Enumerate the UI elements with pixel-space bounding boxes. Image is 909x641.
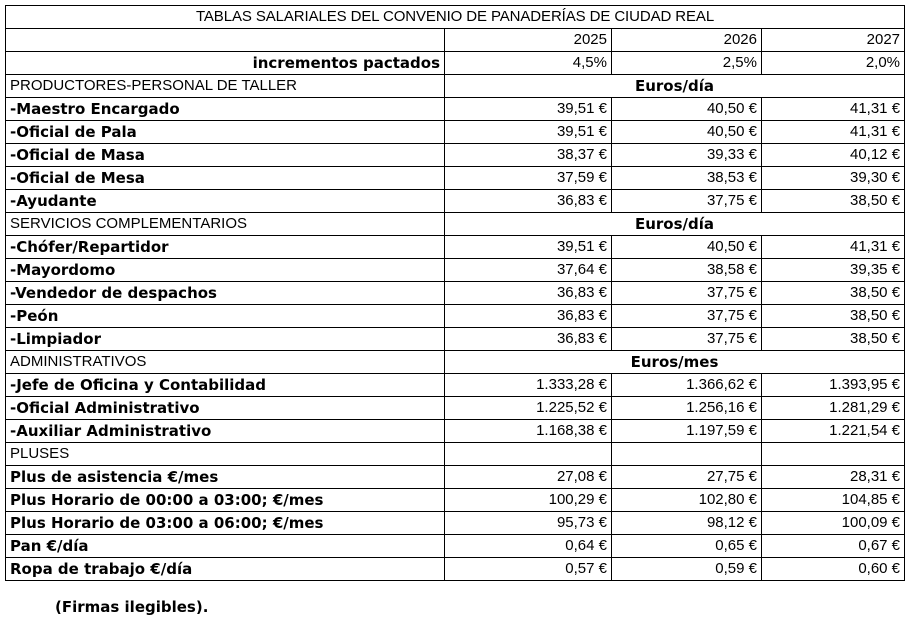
row-value: 40,50 €	[612, 121, 762, 144]
row-value: 36,83 €	[445, 282, 612, 305]
table-row	[6, 259, 905, 282]
section-header-productores	[6, 75, 905, 98]
row-label: -Oficial de Masa	[6, 144, 445, 167]
row-value: 95,73 €	[445, 512, 612, 535]
row-value: 38,50 €	[762, 190, 905, 213]
table-row	[6, 512, 905, 535]
row-value: 104,85 €	[762, 489, 905, 512]
table-row	[6, 167, 905, 190]
row-value: 41,31 €	[762, 121, 905, 144]
table-row	[6, 558, 905, 581]
row-value: 39,30 €	[762, 167, 905, 190]
table-row	[6, 305, 905, 328]
table-row	[6, 535, 905, 558]
row-label: -Limpiador	[6, 328, 445, 351]
section-unit: Euros/día	[445, 75, 905, 98]
row-value: 100,09 €	[762, 512, 905, 535]
increment-value: 4,5%	[445, 52, 612, 75]
year-header: 2027	[762, 29, 905, 52]
row-value: 38,50 €	[762, 282, 905, 305]
row-value: 1.197,59 €	[612, 420, 762, 443]
row-label: -Oficial de Mesa	[6, 167, 445, 190]
section-heading: PRODUCTORES-PERSONAL DE TALLER	[6, 75, 445, 98]
row-label: Ropa de trabajo €/día	[6, 558, 445, 581]
row-value: 27,75 €	[612, 466, 762, 489]
row-label: -Ayudante	[6, 190, 445, 213]
row-value: 1.281,29 €	[762, 397, 905, 420]
section-unit-empty-cell	[762, 443, 905, 466]
row-value: 37,75 €	[612, 305, 762, 328]
row-value: 39,51 €	[445, 121, 612, 144]
row-value: 1.168,38 €	[445, 420, 612, 443]
row-value: 38,37 €	[445, 144, 612, 167]
table-row	[6, 144, 905, 167]
row-value: 0,67 €	[762, 535, 905, 558]
row-label: -Peón	[6, 305, 445, 328]
years-row-empty-cell	[6, 29, 445, 52]
table-row	[6, 420, 905, 443]
table-title: TABLAS SALARIALES DEL CONVENIO DE PANADERÍAS DE CIUDAD REAL	[6, 6, 905, 29]
row-label: Plus Horario de 03:00 a 06:00; €/mes	[6, 512, 445, 535]
row-value: 37,64 €	[445, 259, 612, 282]
year-header: 2025	[445, 29, 612, 52]
section-unit: Euros/mes	[445, 351, 905, 374]
row-label: -Chófer/Repartidor	[6, 236, 445, 259]
row-value: 0,59 €	[612, 558, 762, 581]
section-unit-empty-cell	[612, 443, 762, 466]
row-value: 0,57 €	[445, 558, 612, 581]
salary-document	[5, 5, 905, 581]
row-value: 40,12 €	[762, 144, 905, 167]
section-header-servicios	[6, 213, 905, 236]
row-value: 1.256,16 €	[612, 397, 762, 420]
table-row	[6, 489, 905, 512]
row-value: 36,83 €	[445, 305, 612, 328]
section-header-administrativos	[6, 351, 905, 374]
row-value: 0,60 €	[762, 558, 905, 581]
row-value: 27,08 €	[445, 466, 612, 489]
year-header: 2026	[612, 29, 762, 52]
increment-value: 2,0%	[762, 52, 905, 75]
table-row	[6, 397, 905, 420]
row-value: 39,35 €	[762, 259, 905, 282]
row-value: 39,51 €	[445, 236, 612, 259]
row-value: 40,50 €	[612, 236, 762, 259]
row-value: 39,51 €	[445, 98, 612, 121]
row-label: Plus de asistencia €/mes	[6, 466, 445, 489]
row-value: 102,80 €	[612, 489, 762, 512]
row-value: 36,83 €	[445, 328, 612, 351]
row-value: 38,58 €	[612, 259, 762, 282]
title-row	[6, 6, 905, 29]
table-row	[6, 466, 905, 489]
years-row	[6, 29, 905, 52]
row-label: -Oficial Administrativo	[6, 397, 445, 420]
row-value: 38,53 €	[612, 167, 762, 190]
row-value: 39,33 €	[612, 144, 762, 167]
row-value: 40,50 €	[612, 98, 762, 121]
row-value: 1.221,54 €	[762, 420, 905, 443]
section-heading: ADMINISTRATIVOS	[6, 351, 445, 374]
row-value: 36,83 €	[445, 190, 612, 213]
row-value: 0,65 €	[612, 535, 762, 558]
section-unit-empty-cell	[445, 443, 612, 466]
row-label: -Maestro Encargado	[6, 98, 445, 121]
row-label: Pan €/día	[6, 535, 445, 558]
table-row	[6, 190, 905, 213]
table-row	[6, 236, 905, 259]
row-value: 41,31 €	[762, 98, 905, 121]
section-header-pluses	[6, 443, 905, 466]
row-label: -Mayordomo	[6, 259, 445, 282]
table-row	[6, 282, 905, 305]
row-value: 1.333,28 €	[445, 374, 612, 397]
row-label: -Auxiliar Administrativo	[6, 420, 445, 443]
row-value: 1.366,62 €	[612, 374, 762, 397]
increments-row	[6, 52, 905, 75]
row-label: -Oficial de Pala	[6, 121, 445, 144]
row-value: 37,75 €	[612, 328, 762, 351]
row-value: 38,50 €	[762, 305, 905, 328]
row-value: 0,64 €	[445, 535, 612, 558]
row-value: 100,29 €	[445, 489, 612, 512]
increment-value: 2,5%	[612, 52, 762, 75]
section-heading: SERVICIOS COMPLEMENTARIOS	[6, 213, 445, 236]
row-label: -Jefe de Oficina y Contabilidad	[6, 374, 445, 397]
row-value: 98,12 €	[612, 512, 762, 535]
row-label: Plus Horario de 00:00 a 03:00; €/mes	[6, 489, 445, 512]
row-value: 38,50 €	[762, 328, 905, 351]
row-value: 1.225,52 €	[445, 397, 612, 420]
row-label: -Vendedor de despachos	[6, 282, 445, 305]
salary-table	[5, 5, 905, 581]
table-row	[6, 374, 905, 397]
section-heading: PLUSES	[6, 443, 445, 466]
increments-label: incrementos pactados	[6, 52, 445, 75]
table-row	[6, 98, 905, 121]
row-value: 37,75 €	[612, 282, 762, 305]
row-value: 28,31 €	[762, 466, 905, 489]
row-value: 37,75 €	[612, 190, 762, 213]
row-value: 37,59 €	[445, 167, 612, 190]
table-row	[6, 328, 905, 351]
row-value: 41,31 €	[762, 236, 905, 259]
table-row	[6, 121, 905, 144]
section-unit: Euros/día	[445, 213, 905, 236]
row-value: 1.393,95 €	[762, 374, 905, 397]
signatures-note: (Firmas ilegibles).	[55, 598, 209, 616]
